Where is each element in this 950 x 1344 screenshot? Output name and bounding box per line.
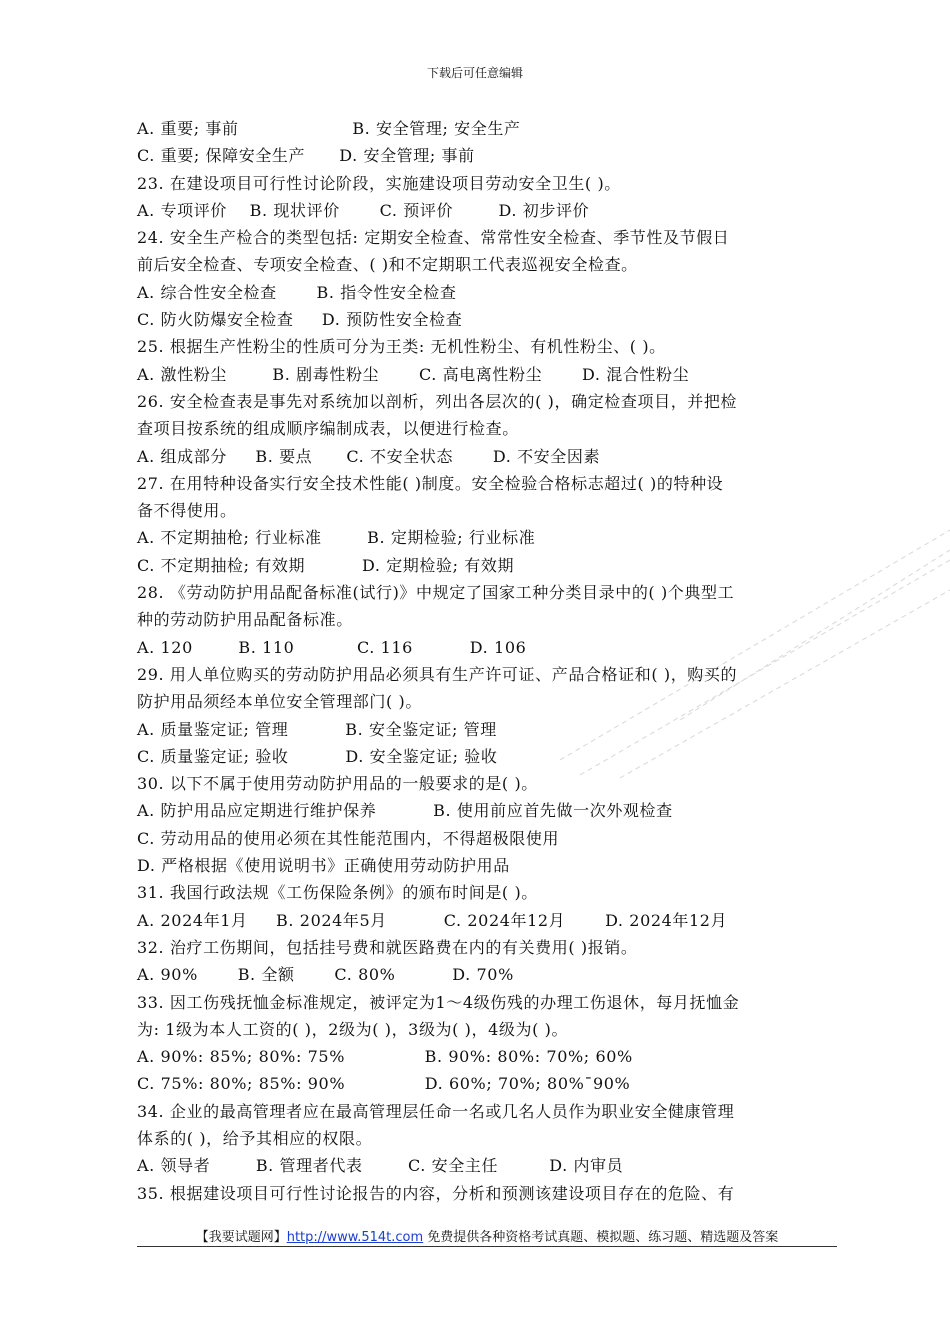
text-line: A. 综合性安全检查 B. 指令性安全检查	[137, 282, 457, 302]
text-line: 29. 用人单位购买的劳动防护用品必须具有生产许可证、产品合格证和( )，购买的	[137, 664, 738, 684]
text-line: 防护用品须经本单位安全管理部门( )。	[137, 692, 422, 712]
text-line: 备不得使用。	[137, 501, 237, 521]
text-line: 33. 因工伤残抚恤金标准规定，被评定为1～4级伤残的办理工伤退休，每月抚恤金	[137, 992, 740, 1012]
text-line: 34. 企业的最高管理者应在最高管理层任命一名或几名人员作为职业安全健康管理	[137, 1101, 735, 1121]
text-line: 查项目按系统的组成顺序编制成表，以便进行检查。	[137, 419, 519, 439]
text-line: 35. 根据建设项目可行性讨论报告的内容，分析和预测该建设项目存在的危险、有	[137, 1183, 735, 1203]
text-line: A. 专项评价 B. 现状评价 C. 预评价 D. 初步评价	[137, 200, 590, 220]
text-line: A. 90%: 85%; 80%: 75% B. 90%: 80%: 70%; 60%	[137, 1047, 633, 1067]
text-line: 23. 在建设项目可行性讨论阶段，实施建设项目劳动安全卫生( )。	[137, 173, 621, 193]
text-line: 为: 1级为本人工资的( )，2级为( )，3级为( )，4级为( )。	[137, 1019, 569, 1039]
text-line: A. 2024年1月 B. 2024年5月 C. 2024年12月 D. 2024年12月	[137, 910, 728, 930]
footer-link[interactable]: http://www.514t.com	[286, 1230, 424, 1245]
text-line: 30. 以下不属于使用劳动防护用品的一般要求的是( )。	[137, 774, 538, 794]
text-line: C. 质量鉴定证; 验收 D. 安全鉴定证; 验收	[137, 746, 498, 766]
question-content	[137, 115, 837, 1207]
text-line: 种的劳动防护用品配备标准。	[137, 610, 353, 630]
text-line: A. 质量鉴定证; 管理 B. 安全鉴定证; 管理	[137, 719, 497, 739]
text-line: 31. 我国行政法规《工伤保险条例》的颁布时间是( )。	[137, 883, 538, 903]
page-footer	[137, 1226, 837, 1245]
text-line: C. 75%: 80%; 85%: 90% D. 60%; 70%; 80%¯90%	[137, 1074, 631, 1094]
text-line: 32. 治疗工伤期间，包括挂号费和就医路费在内的有关费用( )报销。	[137, 937, 638, 957]
text-line: A. 120 B. 110 C. 116 D. 106	[137, 637, 527, 657]
text-line: C. 重要; 保障安全生产 D. 安全管理; 事前	[137, 146, 475, 166]
footer-divider	[137, 1246, 837, 1247]
text-line: 25. 根据生产性粉尘的性质可分为王类: 无机性粉尘、有机性粉尘、( )。	[137, 337, 666, 357]
text-line: C. 防火防爆安全检查 D. 预防性安全检查	[137, 310, 463, 330]
text-line: A. 90% B. 全额 C. 80% D. 70%	[137, 965, 514, 985]
text-line: 28. 《劳动防护用品配备标准(试行)》中规定了国家工种分类目录中的( )个典型工	[137, 583, 735, 603]
page-header: 下载后可任意编辑	[426, 66, 523, 80]
text-line: C. 劳动用品的使用必须在其性能范围内，不得超极限使用	[137, 828, 560, 848]
text-line: A. 领导者 B. 管理者代表 C. 安全主任 D. 内审员	[137, 1156, 624, 1176]
text-line: A. 激性粉尘 B. 剧毒性粉尘 C. 高电离性粉尘 D. 混合性粉尘	[137, 364, 690, 384]
text-line: 体系的( )，给予其相应的权限。	[137, 1128, 373, 1148]
text-line: A. 不定期抽枪; 行业标准 B. 定期检验; 行业标准	[137, 528, 536, 548]
footer-suffix: 免费提供各种资格考试真题、模拟题、练习题、精选题及答案	[423, 1230, 779, 1245]
text-line: 24. 安全生产检合的类型包括: 定期安全检查、常常性安全检查、季节性及节假日	[137, 228, 730, 248]
text-line: 前后安全检查、专项安全检查、( )和不定期职工代表巡视安全检查。	[137, 255, 638, 275]
text-line: A. 组成部分 B. 要点 C. 不安全状态 D. 不安全因素	[137, 446, 601, 466]
text-line: A. 防护用品应定期进行维护保养 B. 使用前应首先做一次外观检查	[137, 801, 673, 821]
text-line: C. 不定期抽检; 有效期 D. 定期检验; 有效期	[137, 555, 515, 575]
text-line: D. 严格根据《使用说明书》正确使用劳动防护用品	[137, 856, 510, 876]
text-line: A. 重要; 事前 B. 安全管理; 安全生产	[137, 119, 521, 138]
text-line: 27. 在用特种设备实行安全技术性能( )制度。安全检验合格标志超过( )的特种设	[137, 473, 724, 493]
text-line: 26. 安全检查表是事先对系统加以剖析，列出各层次的( )，确定检查项目，并把检	[137, 391, 738, 411]
footer-prefix: 【我要试题网】	[195, 1230, 287, 1245]
